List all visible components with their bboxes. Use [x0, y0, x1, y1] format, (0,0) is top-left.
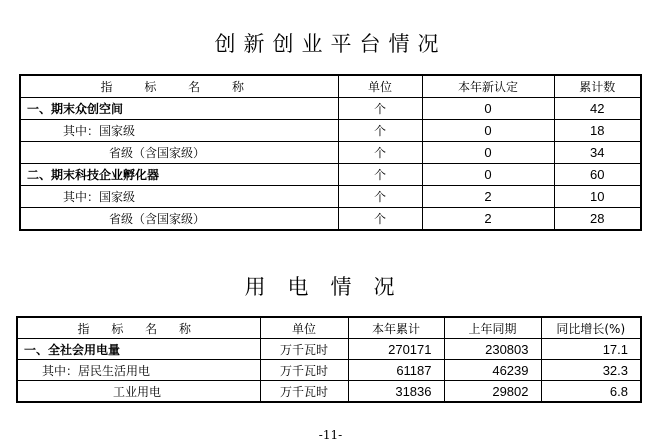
electricity-usage-table [16, 316, 642, 403]
row-current: 31836 [348, 381, 444, 403]
table-row [20, 142, 641, 164]
row-unit: 个 [338, 164, 422, 186]
row-unit: 个 [338, 208, 422, 231]
section1-title: 创新创业平台情况 [214, 32, 447, 56]
row-total: 60 [554, 164, 641, 186]
row-unit: 万千瓦时 [260, 360, 348, 381]
header-indicator-name: 指 标 名 称 [20, 75, 338, 98]
row-current: 61187 [348, 360, 444, 381]
row-previous: 29802 [444, 381, 541, 403]
table-row [20, 98, 641, 120]
row-name: 其中：居民生活用电 [17, 360, 260, 381]
header-new-certified: 本年新认定 [422, 75, 554, 98]
table-header-row [17, 317, 641, 339]
row-name: 其中：国家级 [20, 186, 338, 208]
row-current: 270171 [348, 339, 444, 360]
header-unit: 单位 [338, 75, 422, 98]
row-new: 0 [422, 164, 554, 186]
row-new: 0 [422, 120, 554, 142]
table-row [17, 381, 641, 403]
row-unit: 万千瓦时 [260, 339, 348, 360]
row-name: 二、期末科技企业孵化器 [20, 164, 338, 186]
row-previous: 46239 [444, 360, 541, 381]
row-name: 一、期末众创空间 [20, 98, 338, 120]
row-growth: 17.1 [541, 339, 641, 360]
row-name: 省级（含国家级） [20, 142, 338, 164]
table-row [17, 360, 641, 381]
table-header-row [20, 75, 641, 98]
table-row [17, 339, 641, 360]
row-unit: 个 [338, 142, 422, 164]
row-unit: 万千瓦时 [260, 381, 348, 403]
header-unit: 单位 [260, 317, 348, 339]
row-name: 一、全社会用电量 [17, 339, 260, 360]
row-total: 28 [554, 208, 641, 231]
row-growth: 6.8 [541, 381, 641, 403]
row-name: 其中：国家级 [20, 120, 338, 142]
table-row [20, 186, 641, 208]
row-new: 0 [422, 98, 554, 120]
table-row [20, 120, 641, 142]
row-total: 10 [554, 186, 641, 208]
row-new: 2 [422, 186, 554, 208]
row-name: 省级（含国家级） [20, 208, 338, 231]
row-new: 0 [422, 142, 554, 164]
table-row [20, 208, 641, 231]
header-cumulative: 累计数 [554, 75, 641, 98]
header-yoy-growth: 同比增长(%) [541, 317, 641, 339]
page-number: -11- [318, 428, 343, 442]
table-row [20, 164, 641, 186]
section2-title: 用电情况 [244, 275, 417, 299]
innovation-platform-table [19, 74, 642, 231]
row-total: 18 [554, 120, 641, 142]
row-growth: 32.3 [541, 360, 641, 381]
row-total: 42 [554, 98, 641, 120]
header-previous-year: 上年同期 [444, 317, 541, 339]
header-current-cumulative: 本年累计 [348, 317, 444, 339]
row-unit: 个 [338, 98, 422, 120]
row-total: 34 [554, 142, 641, 164]
row-name: 工业用电 [17, 381, 260, 403]
row-previous: 230803 [444, 339, 541, 360]
row-new: 2 [422, 208, 554, 231]
row-unit: 个 [338, 120, 422, 142]
row-unit: 个 [338, 186, 422, 208]
header-indicator-name: 指 标 名 称 [17, 317, 260, 339]
